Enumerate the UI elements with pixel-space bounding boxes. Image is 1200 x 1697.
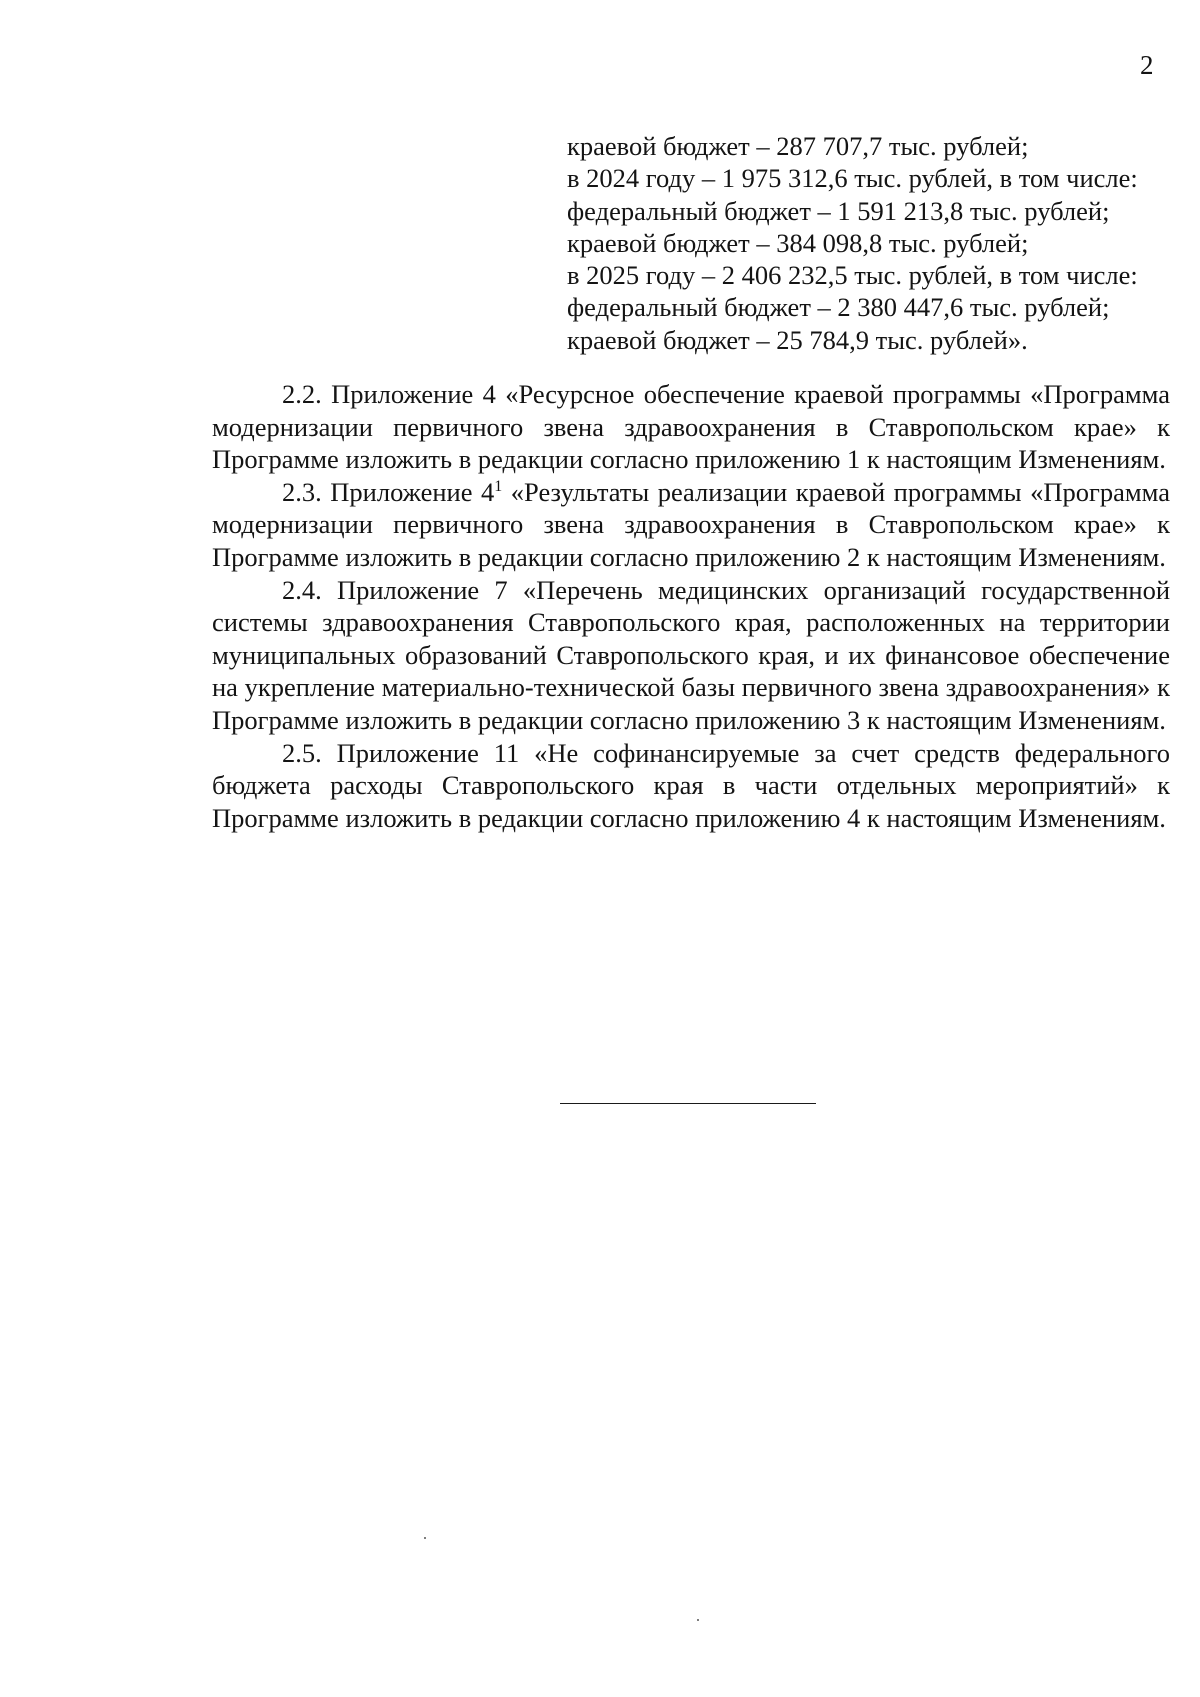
paragraph-2-3 <box>212 476 1170 574</box>
budget-line-regional-2023: краевой бюджет – 287 707,7 тыс. рублей; <box>567 131 1029 161</box>
budget-line-total-2025: в 2025 году – 2 406 232,5 тыс. рублей, в том числе: <box>567 260 1138 291</box>
amendment-paragraphs <box>212 378 1170 834</box>
page-number: 2 <box>1140 50 1154 80</box>
budget-line-federal-2024: федеральный бюджет – 1 591 213,8 тыс. рублей; <box>567 195 1110 226</box>
paragraph-2-3-body: «Результаты реализации краевой программы «Программа модернизации первичного звена здравоохранения в Ставропольском крае» к Программе изложить в редакции согласно приложению 2 к настоящим Изменениям. <box>212 476 1170 572</box>
scan-speck <box>697 1619 699 1621</box>
paragraph-2-3-lead: 2.3. Приложение 4 <box>282 476 495 507</box>
closing-divider <box>560 1103 816 1104</box>
budget-breakdown <box>567 130 1187 356</box>
budget-line-total-2024: в 2024 году – 1 975 312,6 тыс. рублей, в том числе: <box>567 163 1138 194</box>
budget-line-federal-2025: федеральный бюджет – 2 380 447,6 тыс. рублей; <box>567 292 1110 323</box>
scan-speck <box>424 1537 426 1539</box>
budget-line-regional-2025: краевой бюджет – 25 784,9 тыс. рублей». <box>567 324 1028 355</box>
paragraph-2-2: 2.2. Приложение 4 «Ресурсное обеспечение краевой программы «Программа модернизации первичного звена здравоохранения в Ставропольском крае» к Программе изложить в редакции согласно приложению 1 к настоящим Изменениям. <box>212 379 1170 475</box>
superscript-index: 1 <box>494 477 503 495</box>
paragraph-2-5: 2.5. Приложение 11 «Не софинансируемые за счет средств федерального бюджета расходы Ставропольского края в части отдельных мероприятий» к Программе изложить в редакции согласно приложению 4 к настоящим Изменениям. <box>212 737 1170 833</box>
paragraph-2-4: 2.4. Приложение 7 «Перечень медицинских организаций государственной системы здравоохранения Ставропольского края, расположенных на территории муниципальных образований Ставропольского края, и их финансовое обеспечение на укрепление материально-технической базы первичного звена здравоохранения» к Программе изложить в редакции согласно приложению 3 к настоящим Изменениям. <box>212 574 1170 735</box>
budget-line-regional-2024: краевой бюджет – 384 098,8 тыс. рублей; <box>567 227 1029 258</box>
